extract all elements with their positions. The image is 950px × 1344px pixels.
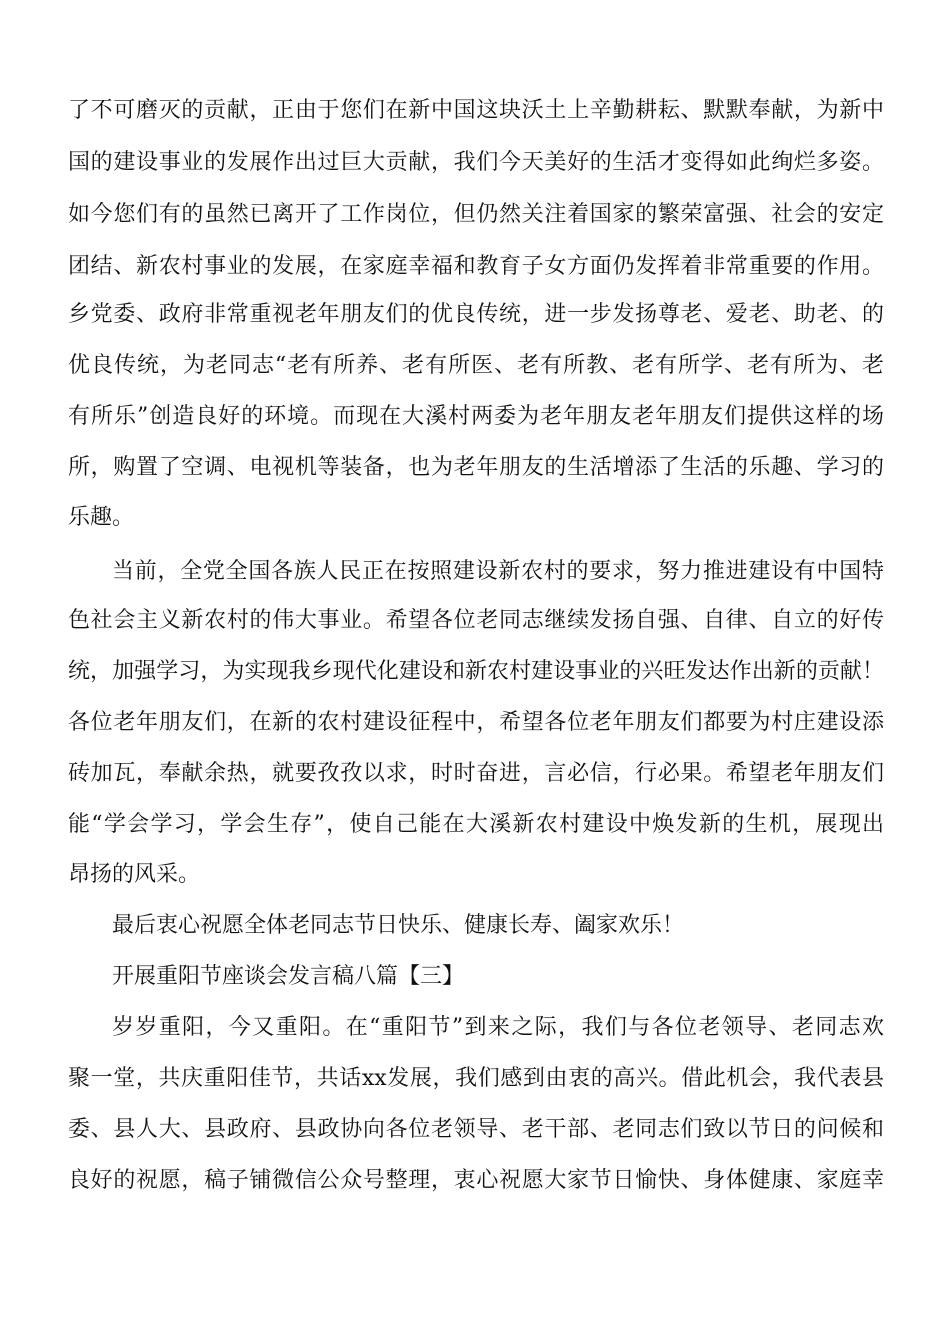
paragraph-line: 优良传统，为老同志“老有所养、老有所医、老有所教、老有所学、老有所为、老 <box>68 353 884 378</box>
paragraph-line: 乐趣。 <box>68 505 135 530</box>
paragraph-line: 昂扬的风采。 <box>68 862 201 887</box>
paragraph-line: 当前，全党全国各族人民正在按照建设新农村的要求，努力推进建设有中国特 <box>112 559 884 584</box>
paragraph-line: 乡党委、政府非常重视老年朋友们的优良传统，进一步发扬尊老、爱老、助老、的 <box>68 302 884 327</box>
paragraph-line: 统，加强学习，为实现我乡现代化建设和新农村建设事业的兴旺发达作出新的贡献！ <box>68 659 884 684</box>
paragraph-line: 有所乐”创造良好的环境。而现在大溪村两委为老年朋友老年朋友们提供这样的场 <box>68 404 884 429</box>
paragraph-line: 岁岁重阳，今又重阳。在“重阳节”到来之际，我们与各位老领导、老同志欢 <box>112 1015 884 1040</box>
paragraph-line: 所，购置了空调、电视机等装备，也为老年朋友的生活增添了生活的乐趣、学习的 <box>68 455 884 480</box>
paragraph-line: 如今您们有的虽然已离开了工作岗位，但仍然关注着国家的繁荣富强、社会的安定 <box>68 202 884 227</box>
section-heading: 开展重阳节座谈会发言稿八篇【三】 <box>112 964 465 989</box>
paragraph-line: 委、县人大、县政府、县政协向各位老领导、老干部、老同志们致以节日的问候和 <box>68 1117 884 1142</box>
paragraph-line: 砖加瓦，奉献余热，就要孜孜以求，时时奋进，言必信，行必果。希望老年朋友们 <box>68 761 884 786</box>
paragraph-line: 了不可磨灭的贡献，正由于您们在新中国这块沃土上辛勤耕耘、默默奉献，为新中 <box>68 98 884 123</box>
paragraph-line: 各位老年朋友们，在新的农村建设征程中，希望各位老年朋友们都要为村庄建设添 <box>68 710 884 735</box>
paragraph-line: 聚一堂，共庆重阳佳节，共话xx发展，我们感到由衷的高兴。借此机会，我代表县 <box>68 1066 884 1091</box>
paragraph-line: 能“学会学习，学会生存”，使自己能在大溪新农村建设中焕发新的生机，展现出 <box>68 812 884 837</box>
paragraph-line: 团结、新农村事业的发展，在家庭幸福和教育子女方面仍发挥着非常重要的作用。 <box>68 254 884 279</box>
paragraph-line: 良好的祝愿，稿子铺微信公众号整理，衷心祝愿大家节日愉快、身体健康、家庭幸 <box>68 1168 884 1193</box>
paragraph-line: 色社会主义新农村的伟大事业。希望各位老同志继续发扬自强、自律、自立的好传 <box>68 608 884 633</box>
paragraph-line: 国的建设事业的发展作出过巨大贡献，我们今天美好的生活才变得如此绚烂多姿。 <box>68 150 884 175</box>
paragraph-line: 最后衷心祝愿全体老同志节日快乐、健康长寿、阖家欢乐！ <box>112 913 685 938</box>
